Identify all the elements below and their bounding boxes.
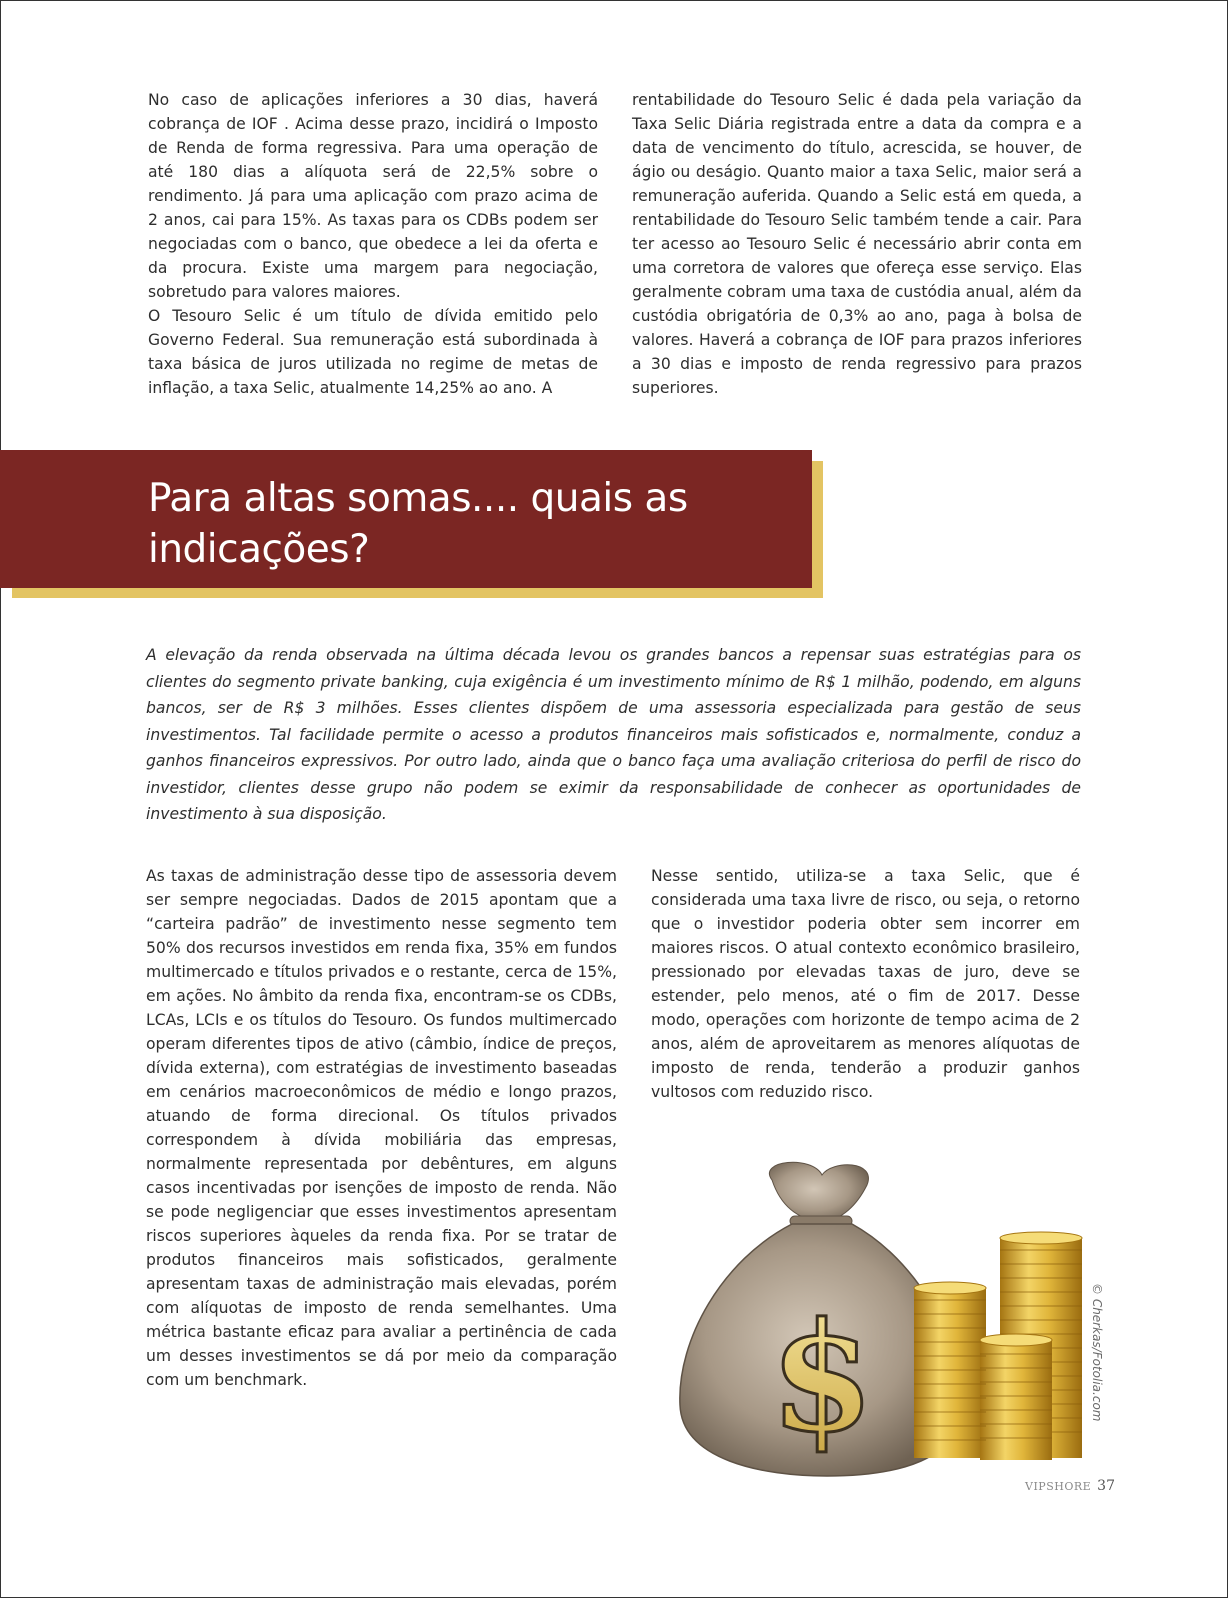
bottom-right-column [651, 864, 1080, 1104]
page-number: 37 [1097, 1478, 1115, 1494]
paragraph-tesouro-selic: O Tesouro Selic é um título de dívida emitido pelo Governo Federal. Sua remuneração está subordinada à taxa básica de juros utilizada no regime de metas de inflação, a taxa Selic, atualmente 14,25% ao ano. A [148, 307, 598, 397]
paragraph-taxa-selic-risco: Nesse sentido, utiliza-se a taxa Selic, que é considerada uma taxa livre de risco, ou seja, o retorno que o investidor poderia obter sem incorrer em maiores riscos. O atual contexto econômico brasileiro, pressionado por elevadas taxas de juro, deve se estender, pelo menos, até o fim de 2017. Desse modo, operações com horizonte de tempo acima de 2 anos, além de aproveitarem as menores alíquotas de imposto de renda, tenderão a produzir ganhos vultosos com reduzido risco. [651, 867, 1080, 1101]
top-left-column [148, 88, 598, 400]
coin-stacks [914, 1232, 1082, 1460]
paragraph-taxas-administracao: As taxas de administração desse tipo de assessoria devem ser sempre negociadas. Dados de 2015 apontam que a “carteira padrão” de investimento nesse segmento tem 50% dos recursos investidos em renda fixa, 35% em fundos multimercado e títulos privados e o restante, cerca de 15%, em ações. No âmbito da renda fixa, encontram-se os CDBs, LCAs, LCIs e os títulos do Tesouro. Os fundos multimercado operam diferentes tipos de ativo (câmbio, índice de preços, dívida externa), com estratégias de investimento baseadas em cenários macroeconômicos de médio e longo prazos, atuando de forma direcional. Os títulos privados correspondem à dívida mobiliária das empresas, normalmente representada por debêntures, em alguns casos incentivadas por isenções de imposto de renda. Não se pode negligenciar que esses investimentos apresentam riscos superiores àqueles da renda fixa. Por se tratar de produtos financeiros mais sofisticados, geralmente apresentam taxas de administração mais elevadas, porém com alíquotas de imposto de renda semelhantes. Uma métrica bastante eficaz para avaliar a pertinência de cada um desses investimentos se dá por meio da comparação com um benchmark. [146, 867, 617, 1389]
intro-paragraph: A elevação da renda observada na última década levou os grandes bancos a repensar suas estratégias para os clientes do segmento private banking, cuja exigência é um investimento mínimo de R$ 1 milhão, podendo, em alguns bancos, ser de R$ 3 milhões. Esses clientes dispõem de uma assessoria especializada para gestão de seus investimentos. Tal facilidade permite o acesso a produtos financeiros mais sofisticados e, normalmente, conduz a ganhos financeiros expressivos. Por outro lado, ainda que o banco faça uma avaliação criteriosa do perfil de risco do investidor, clientes desse grupo não podem se eximir da responsabilidade de conhecer as oportunidades de investimento à sua disposição. [146, 646, 1081, 823]
dollar-sign-icon: $ [769, 1290, 875, 1466]
section-title: Para altas somas.... quais as indicações? [148, 476, 688, 572]
top-right-column [632, 88, 1082, 400]
paragraph-selic-rentabilidade: rentabilidade do Tesouro Selic é dada pela variação da Taxa Selic Diária registrada entre a data da compra e a data de vencimento do título, acrescida, se houver, de ágio ou deságio. Quanto maior a taxa Selic, maior será a remuneração auferida. Quando a Selic está em queda, a rentabilidade do Tesouro Selic também tende a cair. Para ter acesso ao Tesouro Selic é necessário abrir conta em uma corretora de valores que ofereça esse serviço. Elas geralmente cobram uma taxa de custódia anual, além da custódia obrigatória de 0,3% ao ano, paga à bolsa de valores. Haverá a cobrança de IOF para prazos inferiores a 30 dias e imposto de renda regressivo para prazos superiores. [632, 91, 1082, 397]
money-bag-top [769, 1162, 868, 1222]
footer-brand: VIPSHORE [1025, 1480, 1092, 1493]
money-bag-illustration [662, 1160, 1122, 1480]
page-footer [1025, 1478, 1115, 1494]
paragraph-cdb-taxes: No caso de aplicações inferiores a 30 dias, haverá cobrança de IOF . Acima desse prazo, incidirá o Imposto de Renda de forma regressiva. Para uma operação de até 180 dias a alíquota será de 22,5% sobre o rendimento. Já para uma aplicação com prazo acima de 2 anos, cai para 15%. As taxas para os CDBs podem ser negociadas com o banco, que obedece a lei da oferta e da procura. Existe uma margem para negociação, sobretudo para valores maiores. [148, 91, 598, 301]
bottom-left-column [146, 864, 617, 1392]
image-credit: © Cherkas/Fotolia.com [1090, 1283, 1104, 1422]
